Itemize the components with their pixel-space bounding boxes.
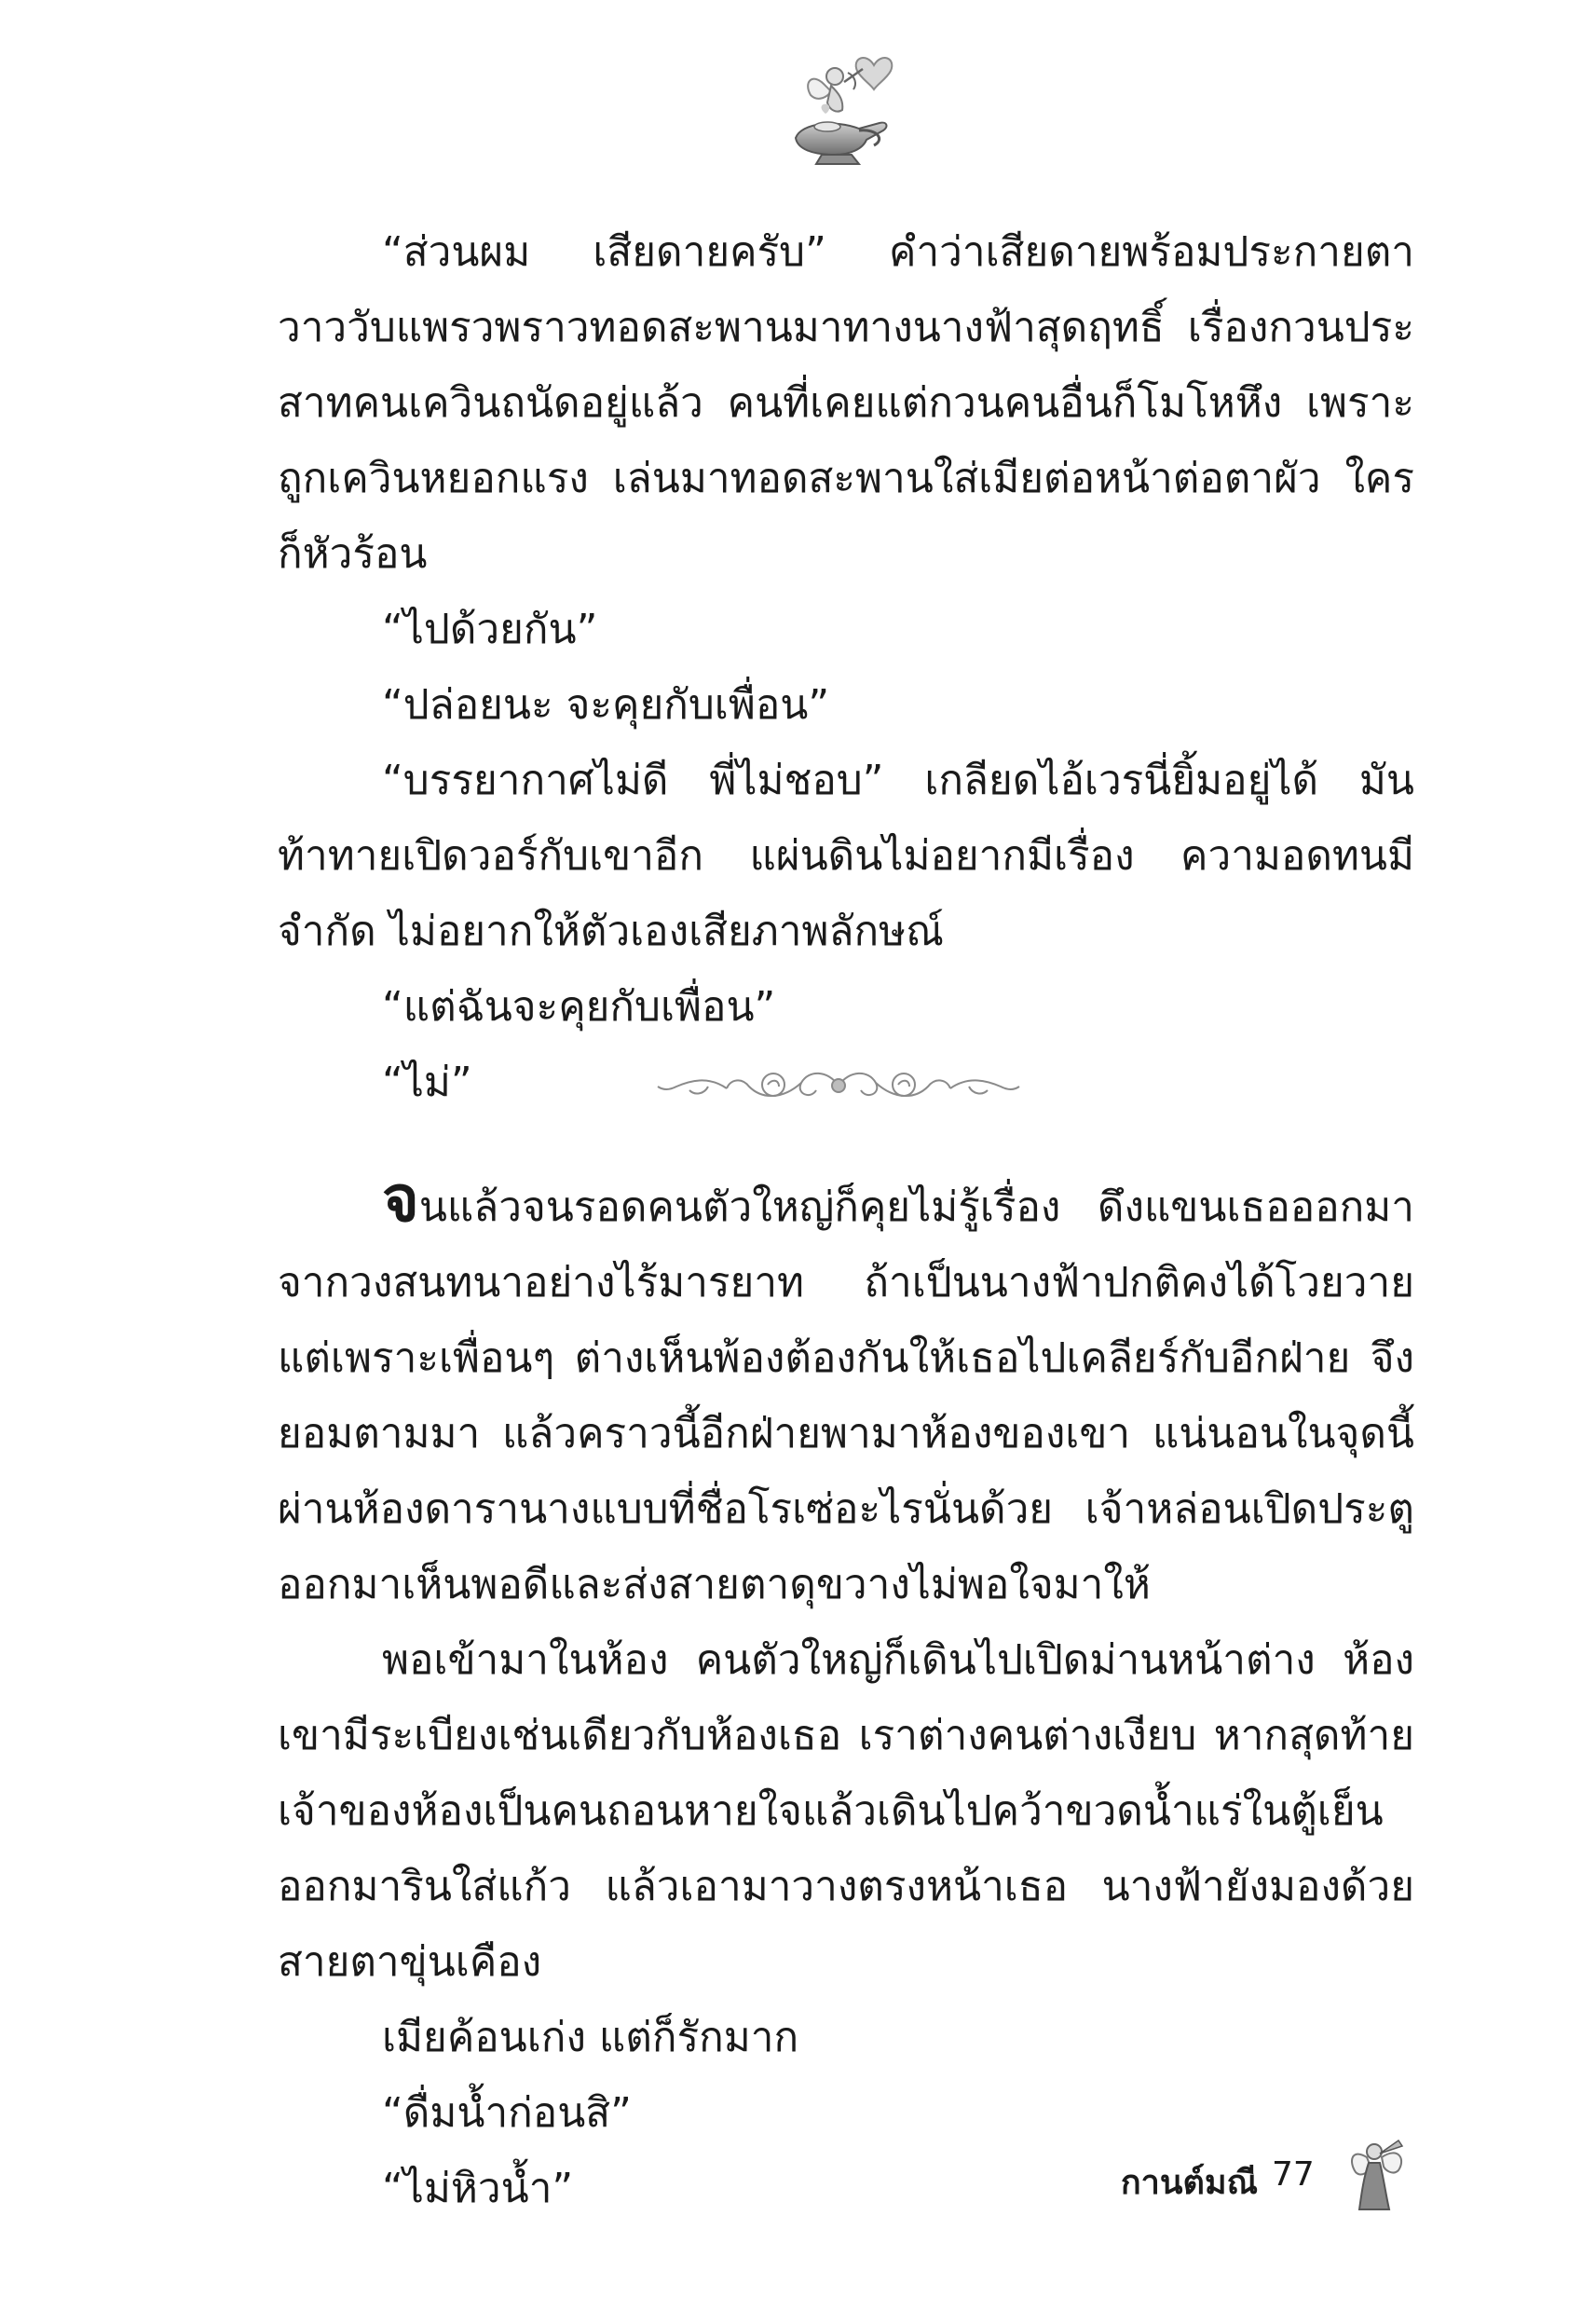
paragraph-text: นแล้วจนรอดคนตัวใหญ่ก็คุยไม่รู้เรื่อง ดึงแขนเธอออกมาจากวงสนทนาอย่างไร้มารยาท ถ้าเป็นนางฟ้าปกติคงได้โวยวาย แต่เพราะเพื่อนๆ ต่างเห็นพ้องต้องกันให้เธอไปเคลียร์กับอีกฝ่าย จึงยอมตามมา แล้วคราวนี้อีกฝ่ายพามาห้องของเขา แน่นอนในจุดนี้ผ่านห้องดารานางแบบที่ชื่อโรเซ่อะไรนั่นด้วย เจ้าหล่อนเปิดประตูออกมาเห็นพอดีและส่งสายตาดุขวางไม่พอใจมาให้ [278,1183,1414,1608]
drop-cap: จ [382,1163,419,1237]
paragraph: “ส่วนผม เสียดายครับ” คำว่าเสียดายพร้อมประกายตาวาววับแพรวพราวทอดสะพานมาทางนางฟ้าสุดฤทธิ์ เรื่องกวนประสาทคนเควินถนัดอยู่แล้ว คนที่เคยแต่กวนคนอื่นก็โมโหหึง เพราะถูกเควินหยอกแรง เล่นมาทอดสะพานใส่เมียต่อหน้าต่อตาผัว ใครก็หัวร้อน [278,228,1414,578]
paragraph: พอเข้ามาในห้อง คนตัวใหญ่ก็เดินไปเปิดม่านหน้าต่าง ห้องเขามีระเบียงเช่นเดียวกับห้องเธอ เราต่างคนต่างเงียบ หากสุดท้ายเจ้าของห้องเป็นคนถอนหายใจแล้วเดินไปคว้าขวดน้ำแร่ในตู้เย็นออกมารินใส่แก้ว แล้วเอามาวางตรงหน้าเธอ นางฟ้ายังมองด้วยสายตาขุ่นเคือง [278,1636,1414,1986]
book-title: กานต์มณี [1120,2164,1258,2202]
dialogue-line: “ไม่หิวน้ำ” [382,2165,574,2212]
chapter-section-two [278,1163,1414,2226]
paragraph: เมียค้อนเก่ง แต่ก็รักมาก [382,2014,799,2061]
chapter-section-one [278,214,1414,1120]
angel-trumpet-icon [1346,2131,1410,2213]
floral-scroll-divider-icon [652,1062,1025,1109]
paragraph [278,1163,1414,1622]
dialogue-line: “ดื่มน้ำก่อนสิ” [382,2089,632,2137]
cupid-genie-lamp-icon [770,48,909,170]
dialogue-line: “ไปด้วยกัน” [382,606,598,653]
dialogue-line: “ไม่” [382,1059,472,1106]
dialogue-line: “แต่ฉันจะคุยกับเพื่อน” [382,983,776,1031]
page-footer [1099,2148,1416,2204]
page-number: 77 [1272,2155,1315,2194]
dialogue-line: “ปล่อยนะ จะคุยกับเพื่อน” [382,681,830,729]
paragraph: “บรรยากาศไม่ดี พี่ไม่ชอบ” เกลียดไอ้เวรนี่ยิ้มอยู่ได้ มันท้าทายเปิดวอร์กับเขาอีก แผ่นดินไม่อยากมีเรื่อง ความอดทนมีจำกัด ไม่อยากให้ตัวเองเสียภาพลักษณ์ [278,757,1414,955]
